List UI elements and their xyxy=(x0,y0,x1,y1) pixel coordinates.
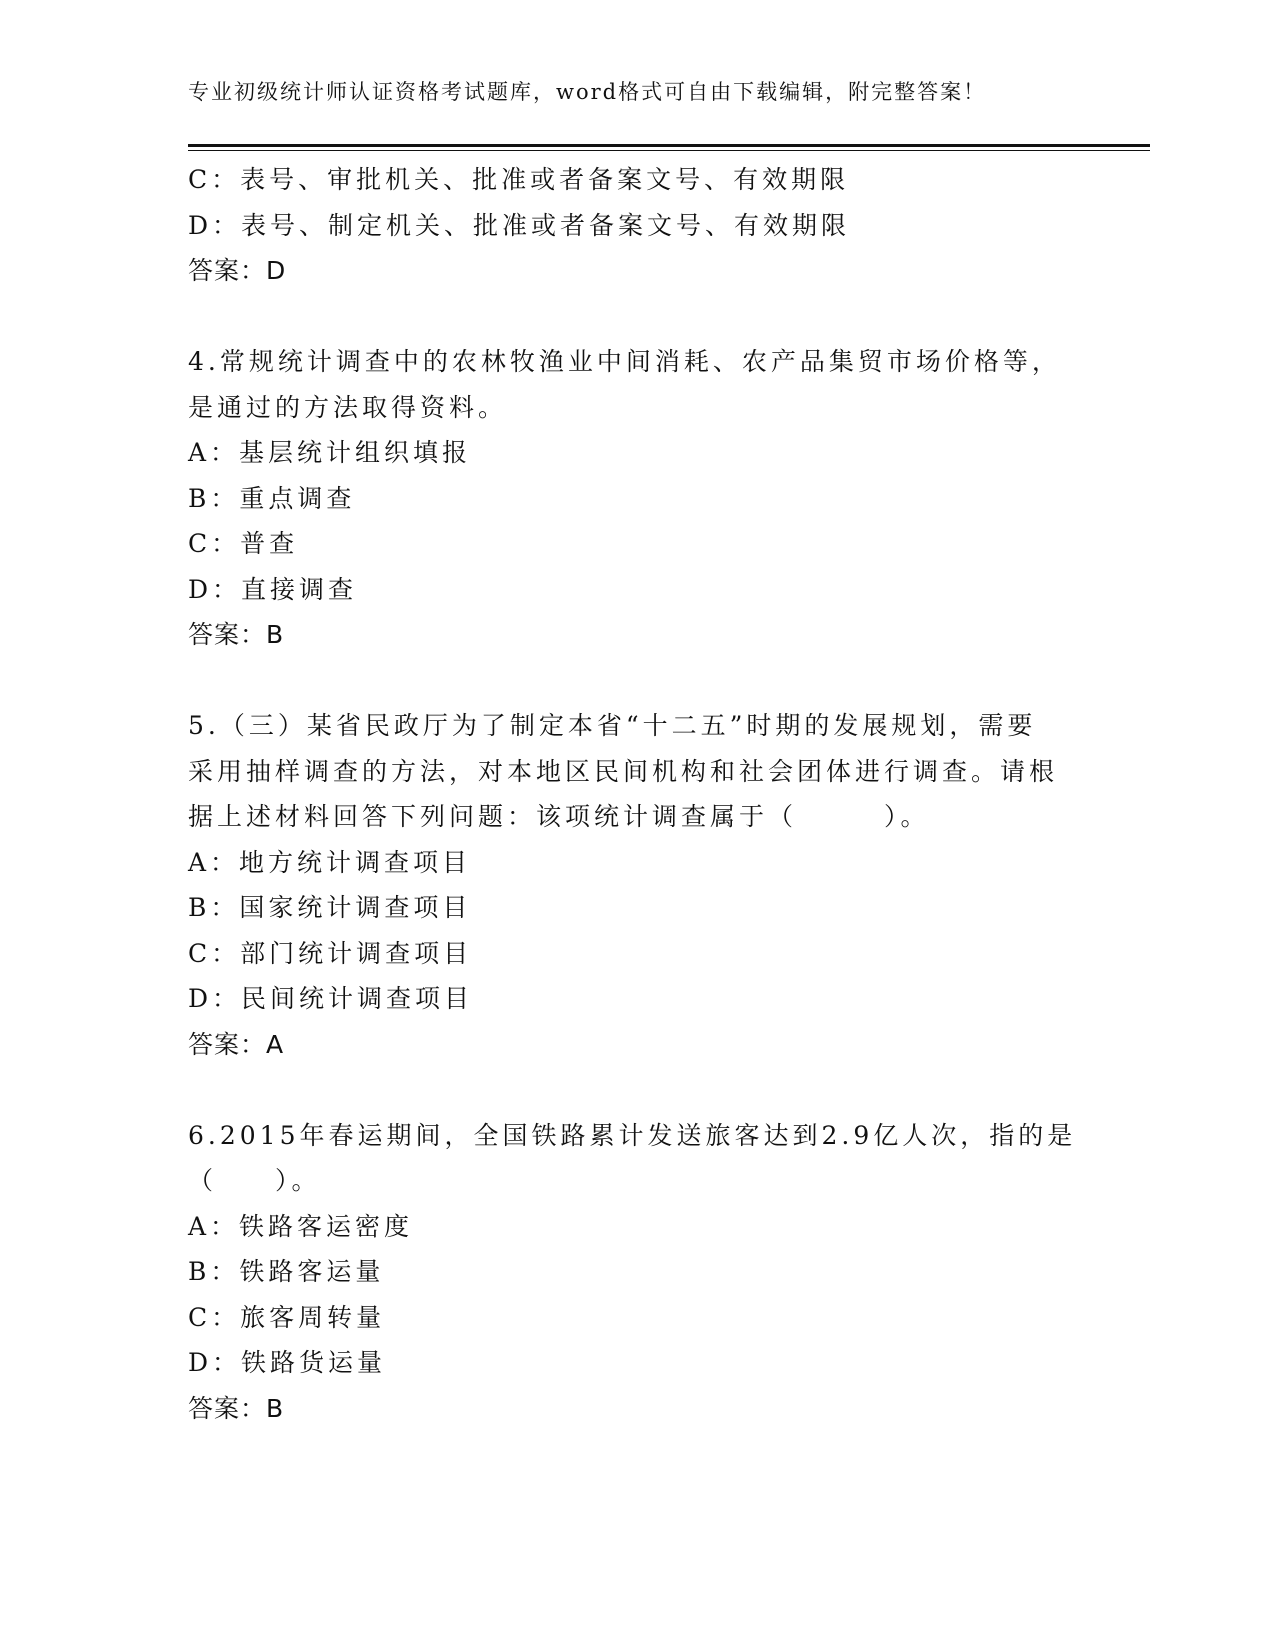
question-text: （ ）。 xyxy=(188,1166,321,1195)
question-5 xyxy=(188,703,1088,1067)
option-c: C：部门统计调查项目 xyxy=(188,938,473,968)
spacer xyxy=(188,658,1088,704)
option-d: D：铁路货运量 xyxy=(188,1348,387,1377)
question-text: 5.（三）某省民政厅为了制定本省“十二五”时期的发展规划，需要 xyxy=(188,711,1037,740)
option-c: C：普查 xyxy=(188,529,299,558)
option-b: B：国家统计调查项目 xyxy=(188,893,472,922)
option-c: C：旅客周转量 xyxy=(188,1302,386,1332)
header-divider-thin xyxy=(188,150,1150,151)
option-a: A：地方统计调查项目 xyxy=(188,847,472,877)
answer-line: 答案：A xyxy=(188,1029,285,1059)
question-text: 据上述材料回答下列问题：该项统计调查属于（ ）。 xyxy=(188,802,930,831)
option-c: C：表号、审批机关、批准或者备案文号、有效期限 xyxy=(188,165,850,194)
spacer xyxy=(188,294,1088,340)
answer-line: 答案：B xyxy=(188,620,285,649)
option-b: B：铁路客运量 xyxy=(188,1257,385,1286)
option-d: D：民间统计调查项目 xyxy=(188,984,474,1013)
question-text: 是通过的方法取得资料。 xyxy=(188,392,508,422)
question-text: 采用抽样调查的方法，对本地区民间机构和社会团体进行调查。请根 xyxy=(188,756,1059,786)
option-a: A：铁路客运密度 xyxy=(188,1211,414,1241)
question-content xyxy=(188,157,1088,1431)
option-b: B：重点调查 xyxy=(188,483,356,513)
option-d: D：表号、制定机关、批准或者备案文号、有效期限 xyxy=(188,210,851,240)
question-6 xyxy=(188,1113,1088,1432)
spacer xyxy=(188,1067,1088,1113)
option-a: A：基层统计组织填报 xyxy=(188,438,472,467)
question-text: 6.2015年春运期间，全国铁路累计发送旅客达到2.9亿人次，指的是 xyxy=(188,1120,1077,1150)
header-divider-thick xyxy=(188,144,1150,147)
question-3-continuation xyxy=(188,157,1088,294)
option-d: D：直接调查 xyxy=(188,574,358,604)
question-text: 4.常规统计调查中的农林牧渔业中间消耗、农产品集贸市场价格等， xyxy=(188,347,1061,376)
answer-line: 答案：B xyxy=(188,1393,285,1423)
question-4 xyxy=(188,339,1088,658)
answer-line: 答案：D xyxy=(188,256,287,285)
page-header: 专业初级统计师认证资格考试题库，word格式可自由下载编辑，附完整答案！ xyxy=(188,80,987,104)
